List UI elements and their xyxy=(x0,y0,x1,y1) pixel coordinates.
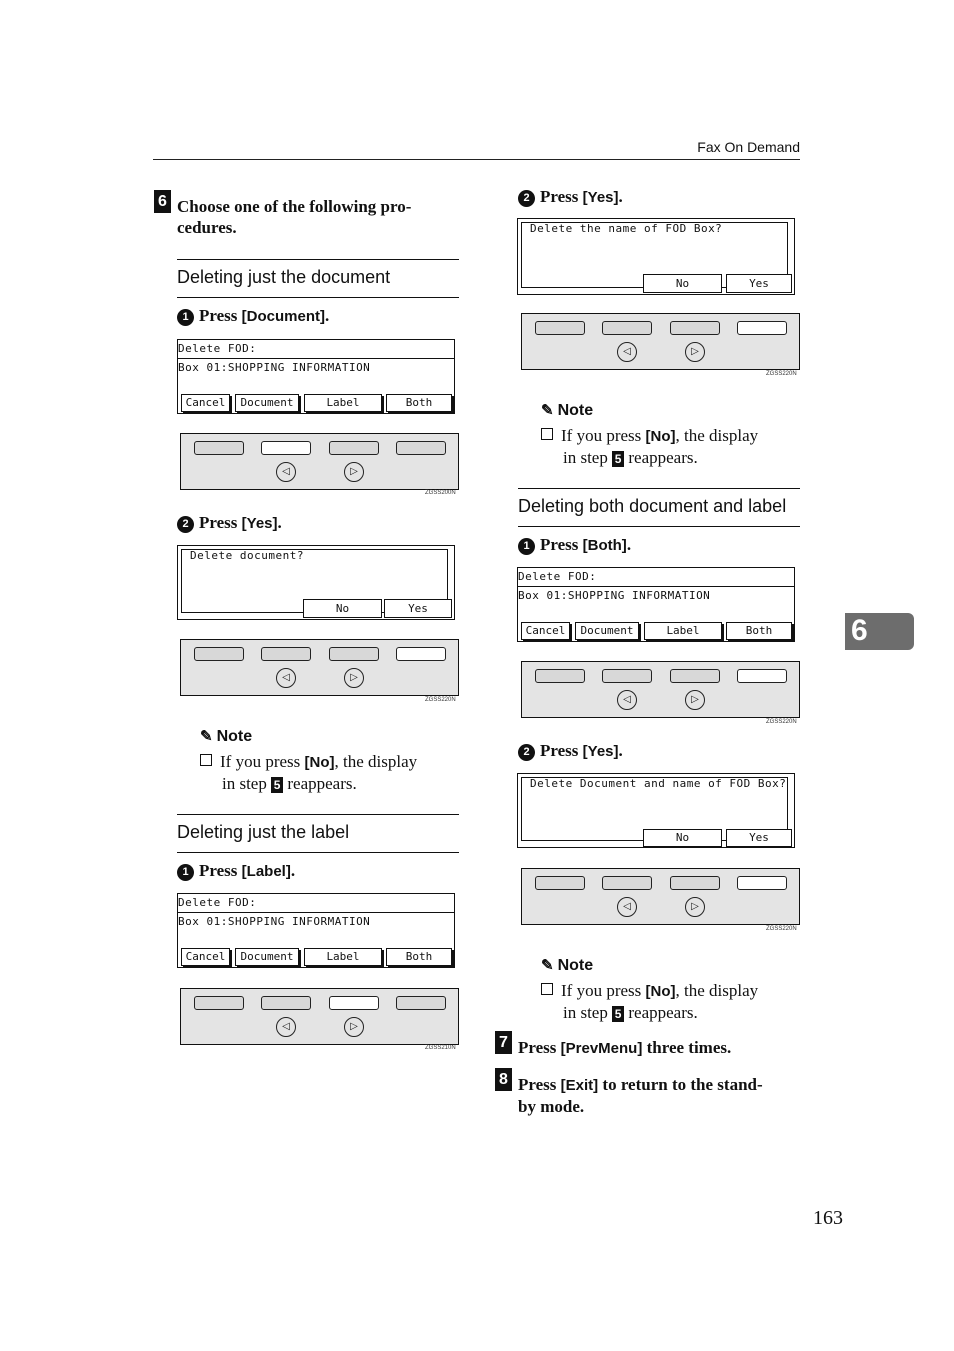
section-title-both: Deleting both document and label xyxy=(518,496,787,516)
left-arrow-icon: ◁ xyxy=(276,668,296,688)
panel-key-2 xyxy=(261,647,311,661)
section-title-document: Deleting just the document xyxy=(177,267,391,287)
panel-key-3 xyxy=(329,441,379,455)
lcd-message: Delete the name of FOD Box? xyxy=(530,222,723,235)
substep-number: 2 xyxy=(518,744,535,761)
substep-doc-2: 2 Press [Yes]. xyxy=(177,513,282,533)
note-line-2: in step 5 reappears. xyxy=(563,1003,698,1022)
lcd-no-button: No xyxy=(643,829,722,847)
panel-key-3 xyxy=(329,647,379,661)
note-line-1: If you press [No], the display xyxy=(541,980,758,1002)
substep-number: 1 xyxy=(177,864,194,881)
figure-id: ZGSS220N xyxy=(425,697,456,703)
step-7-text: Press [PrevMenu] three times. xyxy=(518,1038,732,1057)
lcd-line-1: Delete FOD: xyxy=(178,896,257,909)
chapter-tab xyxy=(845,613,914,650)
substep-number: 2 xyxy=(177,516,194,533)
lcd-no-button: No xyxy=(643,274,722,293)
lcd-cancel-button: Cancel xyxy=(521,622,570,640)
right-arrow-icon: ▷ xyxy=(685,342,705,362)
figure-id: ZGSS200N xyxy=(425,490,456,496)
lcd-document-button: Document xyxy=(235,394,299,412)
lcd-line-2: Box 01:SHOPPING INFORMATION xyxy=(178,361,371,374)
left-arrow-icon: ◁ xyxy=(617,342,637,362)
panel-key-2 xyxy=(602,876,652,890)
figure-id: ZGSS220N xyxy=(766,719,797,725)
panel-key-3 xyxy=(329,996,379,1010)
panel-key-2 xyxy=(261,441,311,455)
lcd-cancel-button: Cancel xyxy=(181,948,230,966)
panel-key-1 xyxy=(535,321,585,335)
note-heading: ✎ Note xyxy=(541,957,594,974)
control-panel-doc-2 xyxy=(180,639,459,696)
key-label: [Label] xyxy=(241,863,291,880)
checkbox-icon xyxy=(200,754,212,766)
left-arrow-icon: ◁ xyxy=(276,462,296,482)
key-label: [Document] xyxy=(241,308,325,325)
lcd-cancel-button: Cancel xyxy=(181,394,230,412)
lcd-both-button: Both xyxy=(386,394,452,412)
panel-key-3 xyxy=(670,321,720,335)
running-header: Fax On Demand xyxy=(697,139,800,155)
step-6-line2: cedures. xyxy=(177,218,237,237)
left-arrow-icon: ◁ xyxy=(276,1017,296,1037)
lcd-both-button: Both xyxy=(726,622,792,640)
lcd-separator xyxy=(178,912,454,913)
panel-key-4 xyxy=(737,321,787,335)
lcd-screen-both-1 xyxy=(517,567,795,642)
lcd-label-button: Label xyxy=(304,394,382,412)
lcd-both-button: Both xyxy=(386,948,452,966)
page-number: 163 xyxy=(813,1207,843,1229)
substep-doc-1: 1 Press [Document]. xyxy=(177,306,329,326)
left-arrow-icon: ◁ xyxy=(617,897,637,917)
substep-both-2: 2 Press [Yes]. xyxy=(518,741,623,761)
panel-key-1 xyxy=(535,876,585,890)
right-arrow-icon: ▷ xyxy=(344,668,364,688)
substep-both-1: 1 Press [Both]. xyxy=(518,535,631,555)
control-panel-both-2 xyxy=(521,868,800,925)
lcd-screen-doc-2 xyxy=(177,545,455,620)
lcd-yes-button: Yes xyxy=(384,599,452,618)
key-label: [Both] xyxy=(582,537,627,554)
lcd-line-2: Box 01:SHOPPING INFORMATION xyxy=(518,589,711,602)
lcd-document-button: Document xyxy=(575,622,639,640)
note-line-1: If you press [No], the display xyxy=(200,751,417,773)
figure-id: ZGSS210N xyxy=(425,1045,456,1051)
panel-key-4 xyxy=(396,441,446,455)
lcd-line-2: Box 01:SHOPPING INFORMATION xyxy=(178,915,371,928)
step-6-line1: Choose one of the following pro- xyxy=(177,197,412,216)
substep-number: 1 xyxy=(518,538,535,555)
key-label: [Yes] xyxy=(582,743,619,760)
header-rule xyxy=(153,159,800,160)
note-text xyxy=(541,425,758,468)
note-text xyxy=(200,751,417,794)
lcd-document-button: Document xyxy=(235,948,299,966)
lcd-line-1: Delete FOD: xyxy=(518,570,597,583)
substep-label-2: 2 Press [Yes]. xyxy=(518,187,623,207)
section-rule-bottom xyxy=(177,852,459,853)
substep-label-1: 1 Press [Label]. xyxy=(177,861,295,881)
control-panel-both-1 xyxy=(521,661,800,718)
panel-key-1 xyxy=(194,647,244,661)
key-label: [Yes] xyxy=(582,189,619,206)
step-8-text xyxy=(518,1074,808,1117)
section-rule-top xyxy=(518,488,800,489)
lcd-message: Delete document? xyxy=(190,549,304,562)
lcd-screen-label-2 xyxy=(517,218,795,295)
panel-key-2 xyxy=(602,669,652,683)
note-line-2: in step 5 reappears. xyxy=(222,774,357,793)
lcd-line-1: Delete FOD: xyxy=(178,342,257,355)
lcd-yes-button: Yes xyxy=(726,274,792,293)
panel-key-1 xyxy=(194,996,244,1010)
key-label: [Exit] xyxy=(560,1077,599,1094)
section-rule-top xyxy=(177,259,459,260)
panel-key-1 xyxy=(194,441,244,455)
step-8-line1: Press [Exit] to return to the stand- xyxy=(518,1075,763,1094)
checkbox-icon xyxy=(541,983,553,995)
panel-key-1 xyxy=(535,669,585,683)
note-heading: ✎ Note xyxy=(541,402,594,419)
checkbox-icon xyxy=(541,428,553,440)
key-label: [Yes] xyxy=(241,515,278,532)
panel-key-3 xyxy=(670,669,720,683)
step-number-6: 6 xyxy=(154,190,171,213)
lcd-screen-both-2 xyxy=(517,773,795,848)
section-rule-bottom xyxy=(518,526,800,527)
control-panel-doc-1 xyxy=(180,433,459,490)
panel-key-4 xyxy=(396,647,446,661)
lcd-message: Delete Document and name of FOD Box? xyxy=(530,777,787,790)
panel-key-4 xyxy=(737,669,787,683)
panel-key-3 xyxy=(670,876,720,890)
right-arrow-icon: ▷ xyxy=(685,897,705,917)
panel-key-2 xyxy=(261,996,311,1010)
pencil-icon: ✎ xyxy=(541,402,554,419)
pencil-icon: ✎ xyxy=(541,957,554,974)
section-rule-top xyxy=(177,814,459,815)
lcd-screen-label-1 xyxy=(177,893,455,968)
figure-id: ZGSS220N xyxy=(766,926,797,932)
step-6-text xyxy=(177,196,467,238)
control-panel-label-2 xyxy=(521,313,800,370)
panel-key-4 xyxy=(737,876,787,890)
pencil-icon: ✎ xyxy=(200,728,213,745)
note-text xyxy=(541,980,758,1023)
right-arrow-icon: ▷ xyxy=(344,462,364,482)
chapter-tab-number: 6 xyxy=(851,614,868,647)
figure-id: ZGSS220N xyxy=(766,371,797,377)
lcd-no-button: No xyxy=(303,599,382,618)
left-arrow-icon: ◁ xyxy=(617,690,637,710)
control-panel-label-1 xyxy=(180,988,459,1045)
step-number-7: 7 xyxy=(495,1031,512,1054)
step-8-line2: by mode. xyxy=(518,1097,585,1116)
step-number-8: 8 xyxy=(495,1068,512,1091)
section-title-label: Deleting just the label xyxy=(177,822,350,842)
substep-number: 2 xyxy=(518,190,535,207)
right-arrow-icon: ▷ xyxy=(344,1017,364,1037)
lcd-yes-button: Yes xyxy=(726,829,792,847)
lcd-separator xyxy=(178,358,454,359)
note-heading: ✎ Note xyxy=(200,728,253,745)
panel-key-2 xyxy=(602,321,652,335)
substep-number: 1 xyxy=(177,309,194,326)
key-label: [PrevMenu] xyxy=(560,1040,643,1057)
lcd-label-button: Label xyxy=(304,948,382,966)
panel-key-4 xyxy=(396,996,446,1010)
note-line-1: If you press [No], the display xyxy=(541,425,758,447)
note-line-2: in step 5 reappears. xyxy=(563,448,698,467)
right-arrow-icon: ▷ xyxy=(685,690,705,710)
lcd-screen-doc-1 xyxy=(177,339,455,414)
section-rule-bottom xyxy=(177,297,459,298)
lcd-separator xyxy=(518,586,794,587)
lcd-label-button: Label xyxy=(644,622,722,640)
